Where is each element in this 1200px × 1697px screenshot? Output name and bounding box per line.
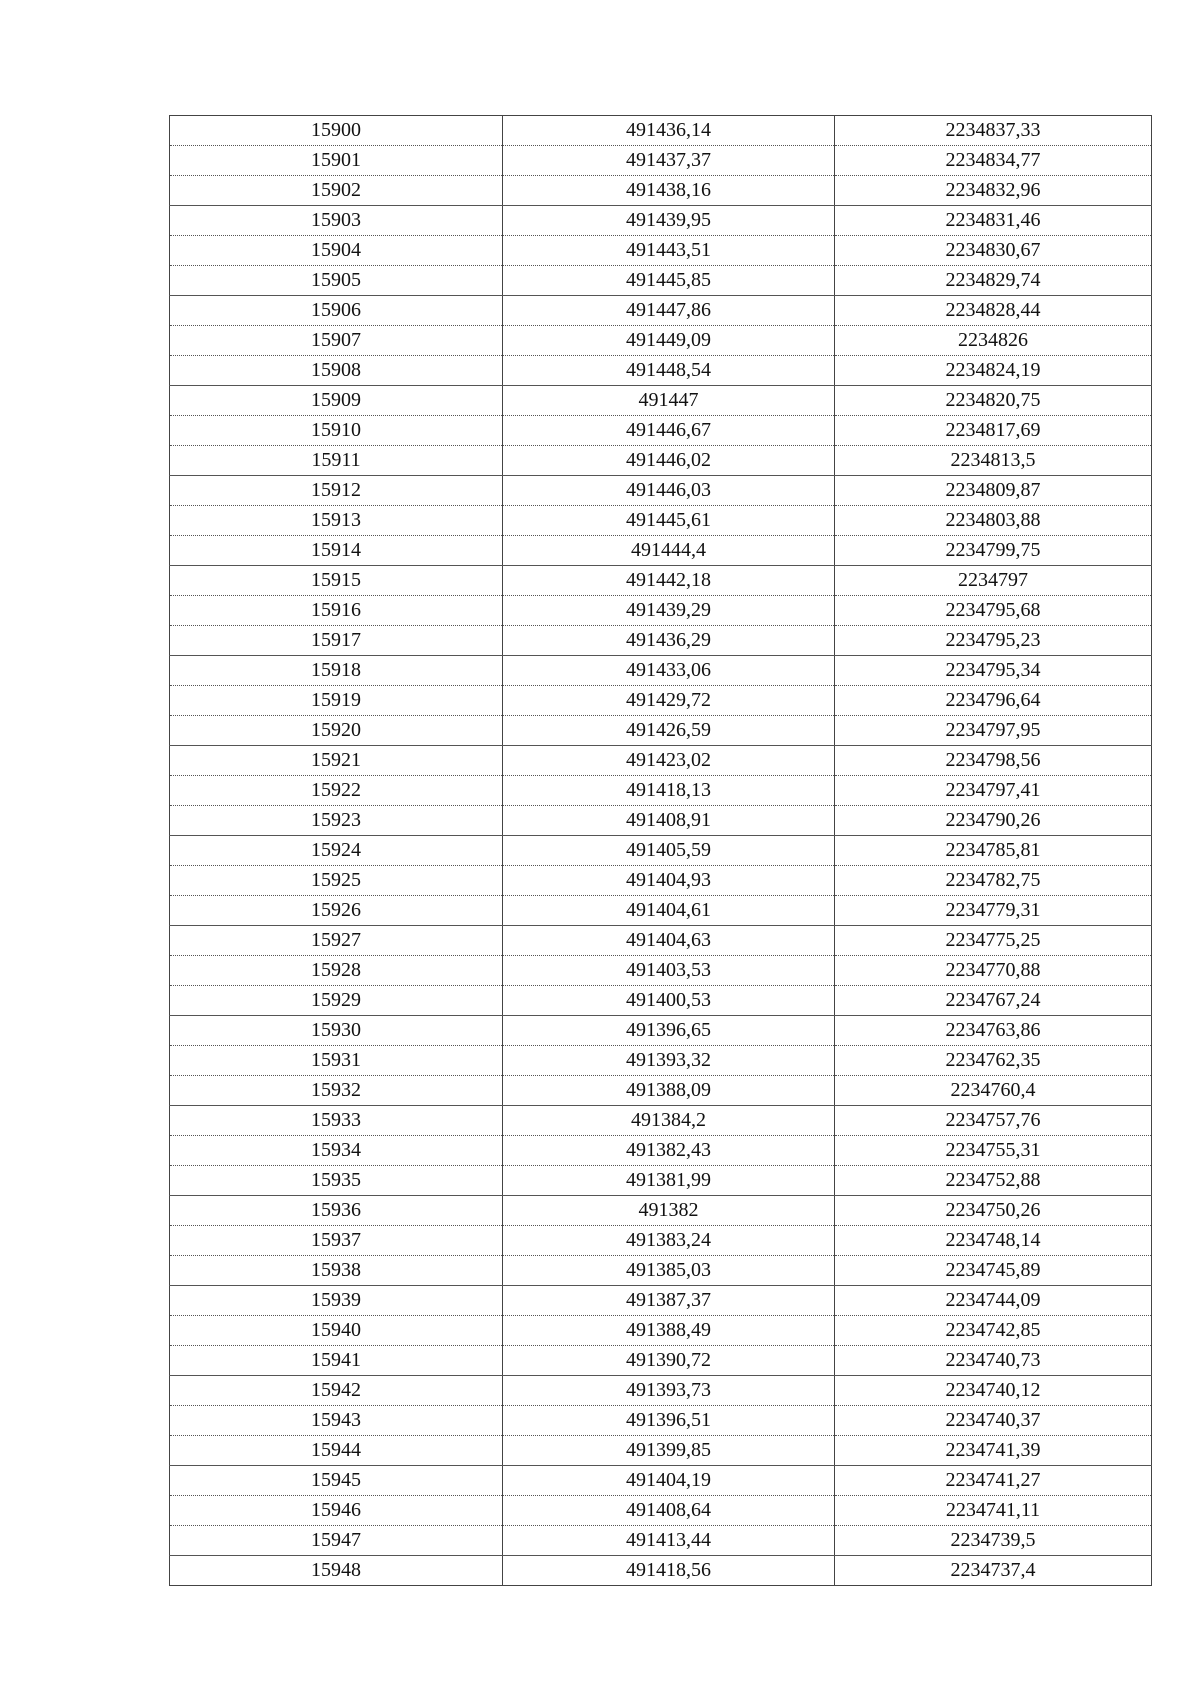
table-row [170,296,1152,326]
table-row [170,1436,1152,1466]
point-number-cell: 15941 [170,1346,503,1376]
y-coordinate-cell: 2234763,86 [835,1016,1152,1046]
y-coordinate-cell: 2234795,34 [835,656,1152,686]
x-coordinate-cell: 491445,85 [503,266,835,296]
point-number-cell: 15910 [170,416,503,446]
y-coordinate-cell: 2234740,12 [835,1376,1152,1406]
y-coordinate-cell: 2234785,81 [835,836,1152,866]
x-coordinate-cell: 491448,54 [503,356,835,386]
point-number-cell: 15936 [170,1196,503,1226]
table-row [170,806,1152,836]
x-coordinate-cell: 491393,32 [503,1046,835,1076]
point-number-cell: 15924 [170,836,503,866]
y-coordinate-cell: 2234832,96 [835,176,1152,206]
point-number-cell: 15938 [170,1256,503,1286]
table-row [170,356,1152,386]
y-coordinate-cell: 2234797,95 [835,716,1152,746]
point-number-cell: 15948 [170,1556,503,1586]
y-coordinate-cell: 2234770,88 [835,956,1152,986]
table-row [170,536,1152,566]
x-coordinate-cell: 491446,67 [503,416,835,446]
y-coordinate-cell: 2234803,88 [835,506,1152,536]
y-coordinate-cell: 2234741,27 [835,1466,1152,1496]
table-row [170,1406,1152,1436]
y-coordinate-cell: 2234834,77 [835,146,1152,176]
table-row [170,776,1152,806]
table-row [170,1466,1152,1496]
table-row [170,1256,1152,1286]
table-row [170,416,1152,446]
x-coordinate-cell: 491438,16 [503,176,835,206]
x-coordinate-cell: 491408,91 [503,806,835,836]
table-row [170,1196,1152,1226]
point-number-cell: 15946 [170,1496,503,1526]
table-row [170,566,1152,596]
y-coordinate-cell: 2234741,11 [835,1496,1152,1526]
y-coordinate-cell: 2234797,41 [835,776,1152,806]
y-coordinate-cell: 2234795,68 [835,596,1152,626]
x-coordinate-cell: 491446,03 [503,476,835,506]
y-coordinate-cell: 2234740,37 [835,1406,1152,1436]
point-number-cell: 15932 [170,1076,503,1106]
x-coordinate-cell: 491390,72 [503,1346,835,1376]
y-coordinate-cell: 2234790,26 [835,806,1152,836]
x-coordinate-cell: 491445,61 [503,506,835,536]
table-row [170,836,1152,866]
x-coordinate-cell: 491449,09 [503,326,835,356]
point-number-cell: 15944 [170,1436,503,1466]
point-number-cell: 15934 [170,1136,503,1166]
point-number-cell: 15942 [170,1376,503,1406]
x-coordinate-cell: 491381,99 [503,1166,835,1196]
point-number-cell: 15940 [170,1316,503,1346]
table-row [170,716,1152,746]
y-coordinate-cell: 2234760,4 [835,1076,1152,1106]
table-row [170,1526,1152,1556]
table-row [170,626,1152,656]
table-row [170,266,1152,296]
x-coordinate-cell: 491436,29 [503,626,835,656]
y-coordinate-cell: 2234745,89 [835,1256,1152,1286]
point-number-cell: 15908 [170,356,503,386]
x-coordinate-cell: 491439,29 [503,596,835,626]
table-row [170,1046,1152,1076]
y-coordinate-cell: 2234741,39 [835,1436,1152,1466]
x-coordinate-cell: 491403,53 [503,956,835,986]
y-coordinate-cell: 2234797 [835,566,1152,596]
y-coordinate-cell: 2234826 [835,326,1152,356]
table-row [170,506,1152,536]
y-coordinate-cell: 2234750,26 [835,1196,1152,1226]
x-coordinate-cell: 491400,53 [503,986,835,1016]
table-row [170,146,1152,176]
point-number-cell: 15903 [170,206,503,236]
table-row [170,326,1152,356]
point-number-cell: 15933 [170,1106,503,1136]
table-row [170,746,1152,776]
table-row [170,1346,1152,1376]
x-coordinate-cell: 491404,93 [503,866,835,896]
x-coordinate-cell: 491388,09 [503,1076,835,1106]
y-coordinate-cell: 2234837,33 [835,116,1152,146]
y-coordinate-cell: 2234748,14 [835,1226,1152,1256]
x-coordinate-cell: 491444,4 [503,536,835,566]
table-row [170,386,1152,416]
x-coordinate-cell: 491405,59 [503,836,835,866]
x-coordinate-cell: 491388,49 [503,1316,835,1346]
y-coordinate-cell: 2234817,69 [835,416,1152,446]
point-number-cell: 15909 [170,386,503,416]
point-number-cell: 15904 [170,236,503,266]
point-number-cell: 15920 [170,716,503,746]
point-number-cell: 15918 [170,656,503,686]
table-row [170,116,1152,146]
y-coordinate-cell: 2234824,19 [835,356,1152,386]
coordinates-table-body [170,116,1152,1586]
y-coordinate-cell: 2234795,23 [835,626,1152,656]
x-coordinate-cell: 491396,51 [503,1406,835,1436]
point-number-cell: 15939 [170,1286,503,1316]
x-coordinate-cell: 491447,86 [503,296,835,326]
x-coordinate-cell: 491396,65 [503,1016,835,1046]
x-coordinate-cell: 491426,59 [503,716,835,746]
table-row [170,1286,1152,1316]
table-row [170,926,1152,956]
point-number-cell: 15901 [170,146,503,176]
x-coordinate-cell: 491433,06 [503,656,835,686]
y-coordinate-cell: 2234799,75 [835,536,1152,566]
point-number-cell: 15923 [170,806,503,836]
table-row [170,236,1152,266]
y-coordinate-cell: 2234779,31 [835,896,1152,926]
table-row [170,896,1152,926]
y-coordinate-cell: 2234742,85 [835,1316,1152,1346]
table-row [170,686,1152,716]
y-coordinate-cell: 2234813,5 [835,446,1152,476]
y-coordinate-cell: 2234809,87 [835,476,1152,506]
point-number-cell: 15928 [170,956,503,986]
x-coordinate-cell: 491443,51 [503,236,835,266]
point-number-cell: 15921 [170,746,503,776]
point-number-cell: 15906 [170,296,503,326]
point-number-cell: 15915 [170,566,503,596]
point-number-cell: 15907 [170,326,503,356]
x-coordinate-cell: 491418,13 [503,776,835,806]
y-coordinate-cell: 2234820,75 [835,386,1152,416]
point-number-cell: 15926 [170,896,503,926]
table-row [170,446,1152,476]
point-number-cell: 15917 [170,626,503,656]
y-coordinate-cell: 2234830,67 [835,236,1152,266]
table-row [170,476,1152,506]
x-coordinate-cell: 491387,37 [503,1286,835,1316]
y-coordinate-cell: 2234740,73 [835,1346,1152,1376]
x-coordinate-cell: 491436,14 [503,116,835,146]
x-coordinate-cell: 491404,19 [503,1466,835,1496]
x-coordinate-cell: 491383,24 [503,1226,835,1256]
y-coordinate-cell: 2234767,24 [835,986,1152,1016]
point-number-cell: 15937 [170,1226,503,1256]
x-coordinate-cell: 491437,37 [503,146,835,176]
table-row [170,1496,1152,1526]
point-number-cell: 15925 [170,866,503,896]
x-coordinate-cell: 491429,72 [503,686,835,716]
table-row [170,206,1152,236]
table-row [170,1376,1152,1406]
point-number-cell: 15945 [170,1466,503,1496]
point-number-cell: 15900 [170,116,503,146]
x-coordinate-cell: 491385,03 [503,1256,835,1286]
y-coordinate-cell: 2234775,25 [835,926,1152,956]
point-number-cell: 15930 [170,1016,503,1046]
table-row [170,1166,1152,1196]
x-coordinate-cell: 491418,56 [503,1556,835,1586]
y-coordinate-cell: 2234752,88 [835,1166,1152,1196]
table-row [170,1316,1152,1346]
point-number-cell: 15919 [170,686,503,716]
table-row [170,956,1152,986]
y-coordinate-cell: 2234762,35 [835,1046,1152,1076]
y-coordinate-cell: 2234798,56 [835,746,1152,776]
y-coordinate-cell: 2234831,46 [835,206,1152,236]
x-coordinate-cell: 491413,44 [503,1526,835,1556]
table-row [170,596,1152,626]
point-number-cell: 15916 [170,596,503,626]
x-coordinate-cell: 491442,18 [503,566,835,596]
y-coordinate-cell: 2234828,44 [835,296,1152,326]
point-number-cell: 15905 [170,266,503,296]
point-number-cell: 15913 [170,506,503,536]
table-row [170,1136,1152,1166]
table-row [170,1226,1152,1256]
x-coordinate-cell: 491404,63 [503,926,835,956]
point-number-cell: 15911 [170,446,503,476]
point-number-cell: 15912 [170,476,503,506]
x-coordinate-cell: 491399,85 [503,1436,835,1466]
y-coordinate-cell: 2234782,75 [835,866,1152,896]
x-coordinate-cell: 491447 [503,386,835,416]
table-row [170,866,1152,896]
y-coordinate-cell: 2234829,74 [835,266,1152,296]
point-number-cell: 15902 [170,176,503,206]
coordinates-table [169,115,1152,1586]
y-coordinate-cell: 2234755,31 [835,1136,1152,1166]
x-coordinate-cell: 491439,95 [503,206,835,236]
y-coordinate-cell: 2234737,4 [835,1556,1152,1586]
x-coordinate-cell: 491423,02 [503,746,835,776]
table-row [170,1556,1152,1586]
y-coordinate-cell: 2234757,76 [835,1106,1152,1136]
table-row [170,986,1152,1016]
point-number-cell: 15914 [170,536,503,566]
point-number-cell: 15935 [170,1166,503,1196]
table-row [170,656,1152,686]
y-coordinate-cell: 2234739,5 [835,1526,1152,1556]
x-coordinate-cell: 491384,2 [503,1106,835,1136]
x-coordinate-cell: 491382,43 [503,1136,835,1166]
x-coordinate-cell: 491393,73 [503,1376,835,1406]
point-number-cell: 15922 [170,776,503,806]
table-row [170,176,1152,206]
x-coordinate-cell: 491408,64 [503,1496,835,1526]
table-row [170,1106,1152,1136]
x-coordinate-cell: 491404,61 [503,896,835,926]
table-row [170,1016,1152,1046]
point-number-cell: 15927 [170,926,503,956]
point-number-cell: 15931 [170,1046,503,1076]
table-row [170,1076,1152,1106]
x-coordinate-cell: 491446,02 [503,446,835,476]
y-coordinate-cell: 2234796,64 [835,686,1152,716]
point-number-cell: 15943 [170,1406,503,1436]
point-number-cell: 15947 [170,1526,503,1556]
y-coordinate-cell: 2234744,09 [835,1286,1152,1316]
x-coordinate-cell: 491382 [503,1196,835,1226]
point-number-cell: 15929 [170,986,503,1016]
